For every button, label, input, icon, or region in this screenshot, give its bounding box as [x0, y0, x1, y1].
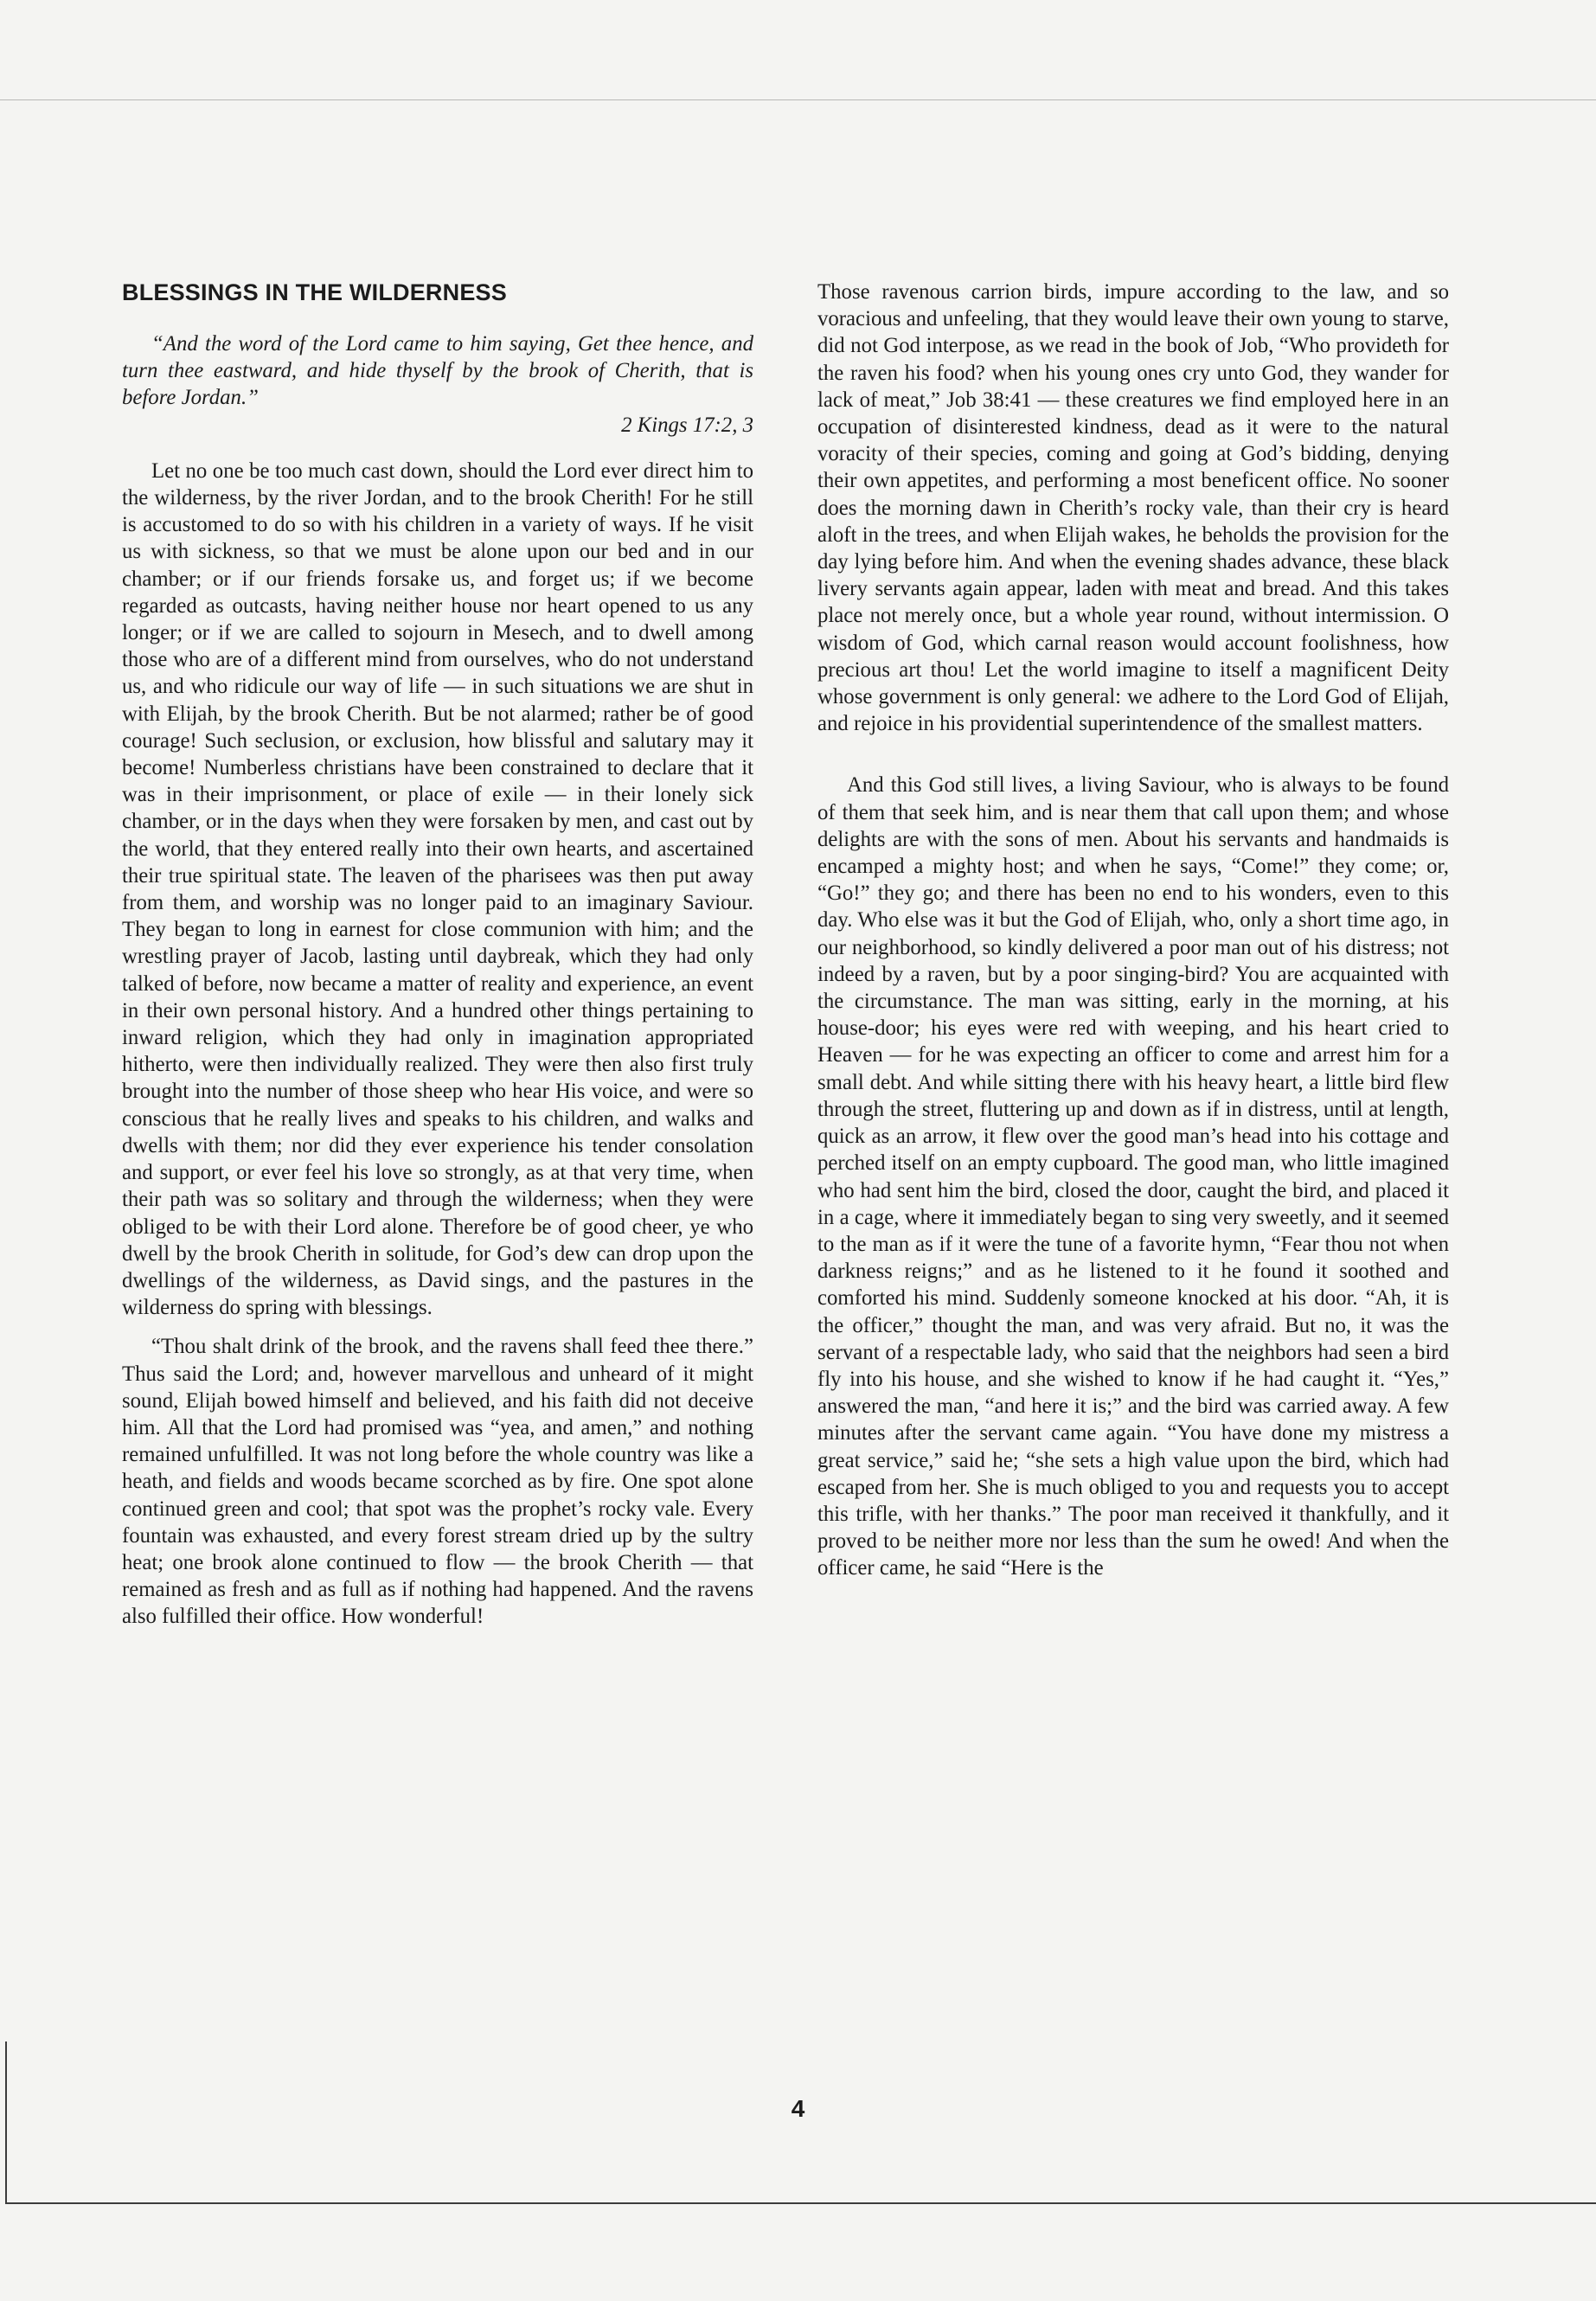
epigraph-quote: “And the word of the Lord came to him saying, Get thee hence, and turn thee eastward, and hide thyself by the brook of Cherith, that is before Jordan.”	[122, 332, 753, 410]
page-number: 4	[791, 2095, 805, 2122]
body-paragraph: Let no one be too much cast down, should the Lord ever direct him to the wilderness, by the river Jordan, and to the brook Cherith! For he still is accustomed to do so with his children in a variety of ways. If he visit us with sickness, so that we must be alone upon our bed and in our chamber; or if our friends forsake us, and forget us; if we become regarded as outcasts, having neither house nor heart opened to us any longer; or if we are called to sojourn in Mesech, and to dwell among those who are of a different mind from ourselves, who do not understand us, and who ridicule our way of life — in such situations we are shut in with Elijah, by the brook Cherith. But be not alarmed; rather be of good courage! Such seclusion, or exclusion, how blissful and salutary may it become! Numberless christians have been constrained to declare that it was in their imprisonment, or place of exile — in their lonely sick chamber, or in the days when they were forsaken by men, and cast out by the world, that they entered really into their own hearts, and ascertained their true spiritual state. The leaven of the pharisees was then put away from them, and worship was no longer paid to an imaginary Saviour. They began to long in earnest for close communion with him; and the wrestling prayer of Jacob, lasting until daybreak, which they had only talked of before, now became a matter of reality and experience, an event in their own personal history. And a hundred other things pertaining to inward religion, which they had only in imagination appropriated hitherto, were then individually realized. They were then also first truly brought into the number of those sheep who hear His voice, and were so conscious that he really lives and speaks to his children, and walks and dwells with them; nor did they ever experience his tender consolation and support, or ever feel his love so strongly, as at that very time, when their path was so solitary and through the wilderness; when they were obliged to be with their Lord alone. Therefore be of good cheer, ye who dwell by the brook Cherith in solitude, for God’s dew can drop upon the dwellings of the wilderness, as David sings, and the pastures in the wilderness do spring with blessings.	[122, 458, 753, 1320]
body-paragraph: And this God still lives, a living Saviour, who is always to be found of them that seek him, and is near them that call upon them; and whose delights are with the sons of men. About his servants and handmaids is encamped a mighty host; and when he says, “Come!” they come; or, “Go!” they go; and there has been no end to his wonders, even to this day. Who else was it but the God of Elijah, who, only a short time ago, in our neighborhood, so kindly delivered a poor man out of his distress; not indeed by a raven, but by a poor singing-bird? You are acquainted with the circumstance. The man was sitting, early in the morning, at his house-door; his eyes were red with weeping, and his heart cried to Heaven — for he was expecting an officer to come and arrest him for a small debt. And while sitting there with his heavy heart, a little bird flew through the street, fluttering up and down as if in distress, until at length, quick as an arrow, it flew over the good man’s head into his cottage and perched itself on an empty cupboard. The good man, who little imagined who had sent him the bird, closed the door, caught the bird, and placed it in a cage, where it immediately began to sing very sweetly, and it seemed to the man as if it were the tune of a favorite hymn, “Fear thou not when darkness reigns;” and as he listened to it he found it soothed and comforted his mind. Suddenly someone knocked at his door. “Ah, it is the officer,” thought the man, and was very afraid. But no, it was the servant of a respectable lady, who said that the neighbors had seen a bird fly into his house, and she wished to know if he had caught it. “Yes,” answered the man, “and here it is;” and the bird was carried away. A few minutes after the servant came again. “You have done my mistress a great service,” said he; “she sets a high value upon the bird, which had escaped from her. She is much obliged to you and requests you to accept this trifle, with her thanks.” The poor man received it thankfully, and it proved to be neither more nor less than the sum he owed! And when the officer came, he said “Here is the	[817, 773, 1449, 1580]
right-column	[817, 279, 1449, 1593]
body-paragraph: Those ravenous carrion birds, impure according to the law, and so voracious and unfeeling, that they would leave their own young to starve, did not God interpose, as we read in the book of Job, “Who provideth for the raven his food? when his young ones cry unto God, they wander for lack of meat,” Job 38:41 — these creatures we find employed here in an occupation of disinterested kindness, dead as it were to the natural voracity of their species, coming and going at God’s bidding, denying their own appetites, and performing a most beneficent office. No sooner does the morning dawn in Cherith’s rocky vale, than their cry is heard aloft in the trees, and when Elijah wakes, he beholds the provision for the day lying before him. And when the evening shades advance, these black livery servants again appear, laden with meat and bread. And this takes place not merely once, but a whole year round, without intermission. O wisdom of God, which carnal reason would account foolishness, how precious art thou! Let the world imagine to itself a magnificent Deity whose government is only general: we adhere to the Lord God of Elijah, and rejoice in his providential superintendence of the smallest matters.	[817, 280, 1449, 736]
scripture-citation: 2 Kings 17:2, 3	[621, 413, 753, 437]
article-heading: BLESSINGS IN THE WILDERNESS	[122, 279, 507, 305]
body-paragraph: “Thou shalt drink of the brook, and the ravens shall feed thee there.” Thus said the Lord; and, however marvellous and unheard of it might sound, Elijah bowed himself and believed, and his faith did not deceive him. All that the Lord had promised was “yea, and amen,” and nothing remained unfulfilled. It was not long before the whole country was like a heath, and fields and woods became scorched as by fire. One spot alone continued green and cool; that spot was the prophet’s rocky vale. Every fountain was exhausted, and every forest stream dried up by the sultry heat; one brook alone continued to flow — the brook Cherith — that remained as fresh and as full as if nothing had happened. And the ravens also fulfilled their office. How wonderful!	[122, 1335, 753, 1629]
left-column	[122, 279, 753, 1641]
